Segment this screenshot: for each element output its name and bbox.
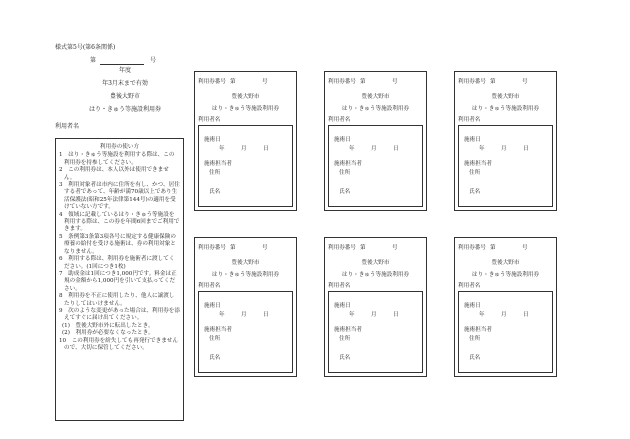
address-label: 住所: [469, 336, 481, 342]
practitioner-label: 施術担当者: [204, 161, 232, 167]
usage-notice-title: 利用券の使い方: [99, 144, 140, 150]
notice-item: 10 この利用券を紛失しても再発行できませんので、大切に保管してください。: [59, 337, 178, 351]
ticket-treatment-box: [328, 291, 423, 373]
ticket-user-name-label: 利用者名: [458, 117, 481, 123]
issue-number-label: 第: [90, 57, 97, 64]
year-label: 年: [479, 146, 485, 152]
year-label: 年: [479, 312, 485, 318]
ticket-facility-title: はり・きゅう等施設利用券: [211, 106, 280, 112]
ticket-number-label: 利用券番号: [458, 79, 486, 85]
practitioner-label: 施術担当者: [464, 161, 492, 167]
notice-item: 8 利用券を不正に使用したり、他人に譲渡したりしてはいけません。: [59, 293, 175, 307]
notice-item: 3 利用対象者は市内に住所を有し、かつ、居住する者であって、年齢が満70歳以上であり生活保護法(昭和25年法律第144号)の適用を受けていない方です。: [59, 182, 180, 211]
ticket-city: 豊後大野市: [491, 260, 520, 266]
month-label: 月: [371, 146, 377, 152]
name-label: 氏名: [339, 355, 351, 361]
ticket: [454, 71, 557, 211]
usage-notice: [55, 138, 184, 421]
day-label: 日: [523, 146, 529, 152]
address-label: 住所: [339, 170, 351, 176]
city-name: 豊後大野市: [109, 93, 140, 100]
year-label: 年: [219, 146, 225, 152]
practitioner-label: 施術担当者: [334, 161, 362, 167]
notice-item: 5 条例第3条第3項各号に規定する健康保険の療養の給付を受ける施術は、券の利用対象となりません。: [59, 233, 176, 255]
ticket-treatment-box: [198, 291, 293, 373]
validity-text: 年3月末まで有効: [102, 80, 148, 87]
notice-item: (2) 利用券が必要なくなったとき。: [62, 330, 154, 337]
treatment-date-label: 施術日: [334, 303, 351, 309]
user-name-label: 利用者名: [55, 123, 80, 130]
facility-ticket-title: はり・きゅう等施設利用券: [88, 106, 161, 113]
ticket-facility-title: はり・きゅう等施設利用券: [341, 106, 410, 112]
fiscal-year-label: 年度: [118, 67, 131, 74]
notice-item: 6 利用する際は、利用券を施術者に渡してください。(1回につき1枚): [59, 256, 175, 270]
ticket-number-label: 利用券番号: [198, 245, 226, 251]
name-label: 氏名: [469, 189, 481, 195]
ticket-user-name-label: 利用者名: [328, 117, 351, 123]
practitioner-label: 施術担当者: [334, 327, 362, 333]
ticket-city: 豊後大野市: [231, 260, 260, 266]
address-label: 住所: [209, 336, 221, 342]
ticket-city: 豊後大野市: [361, 260, 390, 266]
name-label: 氏名: [209, 189, 221, 195]
treatment-date-label: 施術日: [334, 137, 351, 143]
ticket-city: 豊後大野市: [491, 94, 520, 100]
ticket-city: 豊後大野市: [361, 94, 390, 100]
address-label: 住所: [339, 336, 351, 342]
ticket-treatment-box: [198, 125, 293, 207]
address-label: 住所: [469, 170, 481, 176]
month-label: 月: [371, 312, 377, 318]
ticket-number-dai: 第: [230, 79, 236, 85]
year-label: 年: [349, 146, 355, 152]
ticket: [194, 71, 297, 211]
ticket-number-label: 利用券番号: [198, 79, 226, 85]
treatment-date-label: 施術日: [204, 137, 221, 143]
name-label: 氏名: [339, 189, 351, 195]
ticket-number-go: 号: [522, 245, 528, 251]
form-number: 様式第5号(第6条関係): [55, 44, 116, 51]
ticket-city: 豊後大野市: [231, 94, 260, 100]
ticket-facility-title: はり・きゅう等施設利用券: [211, 272, 280, 278]
day-label: 日: [393, 146, 399, 152]
notice-item: (1) 豊後大野市外に転出したとき。: [62, 322, 154, 329]
ticket: [454, 237, 557, 377]
notice-item: 1 はり・きゅう等施設を利用する際は、この利用券を持参してください。: [59, 152, 175, 166]
month-label: 月: [241, 146, 247, 152]
ticket-user-name-label: 利用者名: [328, 283, 351, 289]
ticket: [324, 237, 427, 377]
practitioner-label: 施術担当者: [204, 327, 232, 333]
ticket-facility-title: はり・きゅう等施設利用券: [471, 106, 540, 112]
ticket-number-label: 利用券番号: [328, 245, 356, 251]
issue-number-underline: [100, 64, 144, 65]
ticket-number-go: 号: [392, 245, 398, 251]
treatment-date-label: 施術日: [464, 137, 481, 143]
day-label: 日: [263, 312, 269, 318]
month-label: 月: [501, 312, 507, 318]
ticket-user-name-label: 利用者名: [458, 283, 481, 289]
notice-item: 4 領域に記載しているはり・きゅう等施設を利用する際は、この券を年間6回までご利用できます。: [59, 211, 180, 233]
ticket-number-dai: 第: [230, 245, 236, 251]
ticket-user-name-label: 利用者名: [198, 283, 221, 289]
ticket-user-name-label: 利用者名: [198, 117, 221, 123]
day-label: 日: [263, 146, 269, 152]
notice-item: 2 この利用券は、本人以外は使用できません。: [59, 167, 169, 181]
ticket: [194, 237, 297, 377]
year-label: 年: [349, 312, 355, 318]
ticket-number-label: 利用券番号: [328, 79, 356, 85]
ticket-number-go: 号: [262, 245, 268, 251]
notice-item: 9 次のような変更があった場合は、利用券を添えてすぐに届け出てください。: [59, 307, 180, 322]
ticket-treatment-box: [458, 125, 553, 207]
day-label: 日: [393, 312, 399, 318]
ticket-facility-title: はり・きゅう等施設利用券: [471, 272, 540, 278]
ticket-number-go: 号: [392, 79, 398, 85]
ticket-number-dai: 第: [490, 245, 496, 251]
ticket-number-dai: 第: [360, 245, 366, 251]
year-label: 年: [219, 312, 225, 318]
month-label: 月: [241, 312, 247, 318]
ticket-facility-title: はり・きゅう等施設利用券: [341, 272, 410, 278]
issue-number-suffix: 号: [149, 57, 156, 64]
day-label: 日: [523, 312, 529, 318]
treatment-date-label: 施術日: [464, 303, 481, 309]
practitioner-label: 施術担当者: [464, 327, 492, 333]
ticket: [324, 71, 427, 211]
ticket-number-go: 号: [522, 79, 528, 85]
name-label: 氏名: [469, 355, 481, 361]
treatment-date-label: 施術日: [204, 303, 221, 309]
name-label: 氏名: [209, 355, 221, 361]
ticket-number-label: 利用券番号: [458, 245, 486, 251]
month-label: 月: [501, 146, 507, 152]
notice-item: 7 助成金は1回につき1,000円です。料金は正規の金額から1,000円を引いて支払ってください。: [59, 270, 177, 292]
ticket-treatment-box: [458, 291, 553, 373]
ticket-number-dai: 第: [360, 79, 366, 85]
ticket-number-dai: 第: [490, 79, 496, 85]
ticket-number-go: 号: [262, 79, 268, 85]
address-label: 住所: [209, 170, 221, 176]
ticket-treatment-box: [328, 125, 423, 207]
